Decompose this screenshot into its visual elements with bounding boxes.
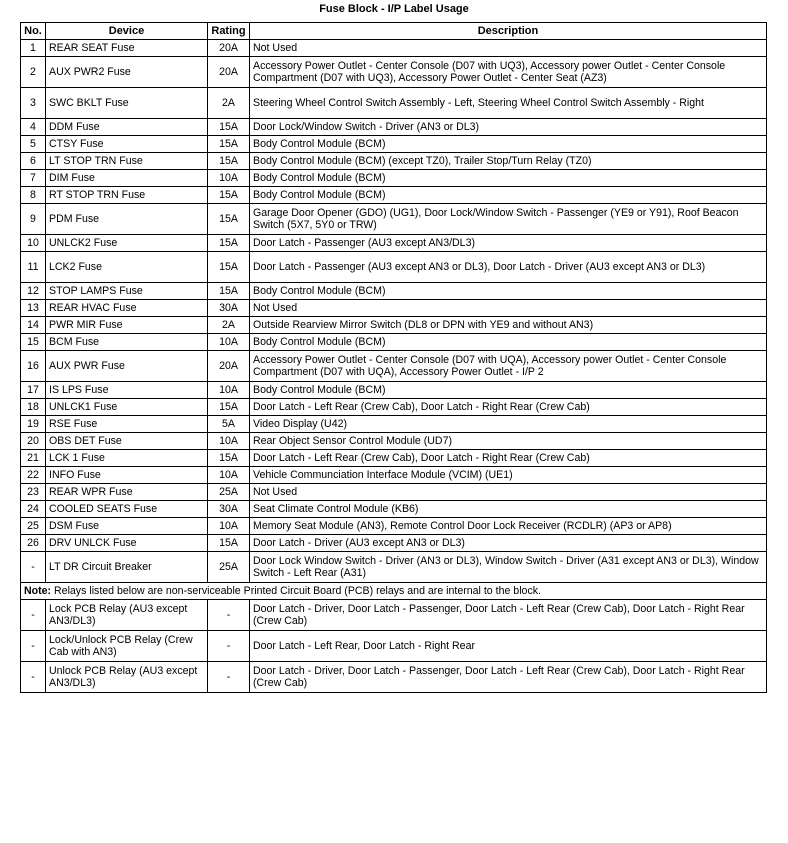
cell-no: 15 xyxy=(21,334,46,351)
cell-rating: 15A xyxy=(208,187,250,204)
cell-device: OBS DET Fuse xyxy=(46,433,208,450)
cell-description: Body Control Module (BCM) xyxy=(250,187,767,204)
table-row xyxy=(21,450,767,467)
relay-row xyxy=(21,631,767,662)
page-title: Fuse Block - I/P Label Usage xyxy=(319,3,469,15)
cell-rating: 10A xyxy=(208,334,250,351)
table-row xyxy=(21,187,767,204)
cell-description: Vehicle Communciation Interface Module (VCIM) (UE1) xyxy=(250,467,767,484)
cell-description: Accessory Power Outlet - Center Console (D07 with UQ3), Accessory power Outlet - Center Console Compartment (D07 with UQ3), Accessory Power Outlet - Center Seat (AZ3) xyxy=(250,57,767,88)
header-rating: Rating xyxy=(208,23,250,40)
cell-rating: 15A xyxy=(208,252,250,283)
table-row xyxy=(21,300,767,317)
cell-rating: 10A xyxy=(208,382,250,399)
cell-description: Body Control Module (BCM) xyxy=(250,136,767,153)
cell-rating: - xyxy=(208,600,250,631)
cell-description: Seat Climate Control Module (KB6) xyxy=(250,501,767,518)
cell-rating: 25A xyxy=(208,552,250,583)
cell-description: Not Used xyxy=(250,484,767,501)
table-row xyxy=(21,501,767,518)
cell-no: 26 xyxy=(21,535,46,552)
table-row xyxy=(21,433,767,450)
cell-description: Body Control Module (BCM) xyxy=(250,382,767,399)
table-row xyxy=(21,170,767,187)
cell-device: RSE Fuse xyxy=(46,416,208,433)
header-no: No. xyxy=(21,23,46,40)
cell-device: INFO Fuse xyxy=(46,467,208,484)
table-row xyxy=(21,204,767,235)
cell-no: 11 xyxy=(21,252,46,283)
cell-description: Body Control Module (BCM) (except TZ0), Trailer Stop/Turn Relay (TZ0) xyxy=(250,153,767,170)
cell-description: Not Used xyxy=(250,300,767,317)
cell-device: REAR HVAC Fuse xyxy=(46,300,208,317)
cell-rating: 15A xyxy=(208,119,250,136)
cell-device: PWR MIR Fuse xyxy=(46,317,208,334)
cell-description: Door Latch - Driver, Door Latch - Passenger, Door Latch - Left Rear (Crew Cab), Door Latch - Right Rear (Crew Cab) xyxy=(250,662,767,693)
cell-description: Rear Object Sensor Control Module (UD7) xyxy=(250,433,767,450)
cell-description: Memory Seat Module (AN3), Remote Control Door Lock Receiver (RCDLR) (AP3 or AP8) xyxy=(250,518,767,535)
cell-rating: 15A xyxy=(208,136,250,153)
cell-no: 4 xyxy=(21,119,46,136)
cell-rating: 10A xyxy=(208,518,250,535)
cell-rating: 25A xyxy=(208,484,250,501)
cell-rating: 2A xyxy=(208,317,250,334)
cell-no: 7 xyxy=(21,170,46,187)
table-row xyxy=(21,283,767,300)
cell-device: DRV UNLCK Fuse xyxy=(46,535,208,552)
cell-device: UNLCK1 Fuse xyxy=(46,399,208,416)
cell-rating: 15A xyxy=(208,450,250,467)
note-cell xyxy=(21,583,767,600)
cell-no: - xyxy=(21,631,46,662)
cell-device: REAR WPR Fuse xyxy=(46,484,208,501)
table-row xyxy=(21,334,767,351)
cell-device: SWC BKLT Fuse xyxy=(46,88,208,119)
cell-rating: 20A xyxy=(208,40,250,57)
cell-no: 5 xyxy=(21,136,46,153)
cell-no: 6 xyxy=(21,153,46,170)
cell-no: 18 xyxy=(21,399,46,416)
cell-no: 1 xyxy=(21,40,46,57)
cell-description: Outside Rearview Mirror Switch (DL8 or DPN with YE9 and without AN3) xyxy=(250,317,767,334)
cell-no: 22 xyxy=(21,467,46,484)
cell-device: AUX PWR Fuse xyxy=(46,351,208,382)
cell-rating: 15A xyxy=(208,535,250,552)
cell-device: LT DR Circuit Breaker xyxy=(46,552,208,583)
cell-device: AUX PWR2 Fuse xyxy=(46,57,208,88)
cell-rating: 15A xyxy=(208,204,250,235)
cell-no: 8 xyxy=(21,187,46,204)
table-row xyxy=(21,88,767,119)
cell-no: 24 xyxy=(21,501,46,518)
cell-rating: 20A xyxy=(208,351,250,382)
cell-no: 21 xyxy=(21,450,46,467)
cell-device: Unlock PCB Relay (AU3 except AN3/DL3) xyxy=(46,662,208,693)
cell-rating: 15A xyxy=(208,153,250,170)
cell-description: Door Latch - Passenger (AU3 except AN3 or DL3), Door Latch - Driver (AU3 except AN3 or DL3) xyxy=(250,252,767,283)
relay-row xyxy=(21,600,767,631)
cell-device: LCK2 Fuse xyxy=(46,252,208,283)
fuse-table xyxy=(20,22,767,693)
cell-description: Door Latch - Driver (AU3 except AN3 or DL3) xyxy=(250,535,767,552)
cell-description: Door Latch - Passenger (AU3 except AN3/DL3) xyxy=(250,235,767,252)
cell-no: 9 xyxy=(21,204,46,235)
cell-rating: 15A xyxy=(208,283,250,300)
cell-device: REAR SEAT Fuse xyxy=(46,40,208,57)
cell-no: 23 xyxy=(21,484,46,501)
cell-device: LT STOP TRN Fuse xyxy=(46,153,208,170)
relay-row xyxy=(21,662,767,693)
note-text: Relays listed below are non-serviceable Printed Circuit Board (PCB) relays and are internal to the block. xyxy=(51,585,541,597)
cell-rating: 15A xyxy=(208,399,250,416)
cell-no: 25 xyxy=(21,518,46,535)
table-row xyxy=(21,351,767,382)
header-device: Device xyxy=(46,23,208,40)
note-row xyxy=(21,583,767,600)
cell-rating: 30A xyxy=(208,300,250,317)
cell-no: 10 xyxy=(21,235,46,252)
table-row xyxy=(21,136,767,153)
cell-no: - xyxy=(21,662,46,693)
cell-no: 2 xyxy=(21,57,46,88)
table-row xyxy=(21,382,767,399)
table-row xyxy=(21,235,767,252)
cell-device: DDM Fuse xyxy=(46,119,208,136)
cell-device: Lock/Unlock PCB Relay (Crew Cab with AN3) xyxy=(46,631,208,662)
cell-description: Video Display (U42) xyxy=(250,416,767,433)
cell-device: UNLCK2 Fuse xyxy=(46,235,208,252)
cell-device: LCK 1 Fuse xyxy=(46,450,208,467)
cell-no: - xyxy=(21,552,46,583)
cell-description: Door Lock Window Switch - Driver (AN3 or DL3), Window Switch - Driver (A31 except AN3 or DL3), Window Switch - Left Rear (A31) xyxy=(250,552,767,583)
table-row xyxy=(21,399,767,416)
cell-description: Accessory Power Outlet - Center Console (D07 with UQA), Accessory power Outlet - Center Console Compartment (D07 with UQA), Accessory Power Outlet - I/P 2 xyxy=(250,351,767,382)
cell-device: BCM Fuse xyxy=(46,334,208,351)
cell-no: 13 xyxy=(21,300,46,317)
cell-no: 19 xyxy=(21,416,46,433)
cell-no: 20 xyxy=(21,433,46,450)
cell-device: IS LPS Fuse xyxy=(46,382,208,399)
table-row xyxy=(21,153,767,170)
cell-description: Steering Wheel Control Switch Assembly - Left, Steering Wheel Control Switch Assembly - Right xyxy=(250,88,767,119)
cell-device: CTSY Fuse xyxy=(46,136,208,153)
cell-rating: 2A xyxy=(208,88,250,119)
header-description: Description xyxy=(250,23,767,40)
cell-description: Not Used xyxy=(250,40,767,57)
cell-rating: 5A xyxy=(208,416,250,433)
table-row xyxy=(21,317,767,334)
cell-no: 16 xyxy=(21,351,46,382)
table-row xyxy=(21,252,767,283)
cell-device: DSM Fuse xyxy=(46,518,208,535)
cell-no: - xyxy=(21,600,46,631)
note-label: Note: xyxy=(24,585,52,597)
cell-device: PDM Fuse xyxy=(46,204,208,235)
cell-description: Door Latch - Left Rear (Crew Cab), Door Latch - Right Rear (Crew Cab) xyxy=(250,450,767,467)
cell-rating: 20A xyxy=(208,57,250,88)
table-row xyxy=(21,416,767,433)
table-row xyxy=(21,518,767,535)
table-row xyxy=(21,535,767,552)
cell-description: Body Control Module (BCM) xyxy=(250,283,767,300)
cell-device: DIM Fuse xyxy=(46,170,208,187)
cell-description: Body Control Module (BCM) xyxy=(250,334,767,351)
cell-rating: - xyxy=(208,662,250,693)
table-row xyxy=(21,119,767,136)
table-row xyxy=(21,467,767,484)
cell-no: 12 xyxy=(21,283,46,300)
table-row xyxy=(21,40,767,57)
cell-rating: - xyxy=(208,631,250,662)
cell-device: Lock PCB Relay (AU3 except AN3/DL3) xyxy=(46,600,208,631)
table-row xyxy=(21,552,767,583)
cell-description: Door Lock/Window Switch - Driver (AN3 or DL3) xyxy=(250,119,767,136)
cell-rating: 10A xyxy=(208,467,250,484)
cell-device: RT STOP TRN Fuse xyxy=(46,187,208,204)
cell-no: 17 xyxy=(21,382,46,399)
table-row xyxy=(21,484,767,501)
cell-rating: 15A xyxy=(208,235,250,252)
cell-description: Garage Door Opener (GDO) (UG1), Door Lock/Window Switch - Passenger (YE9 or Y91), Roof Beacon Switch (5X7, 5Y0 or TRW) xyxy=(250,204,767,235)
cell-rating: 10A xyxy=(208,170,250,187)
cell-device: STOP LAMPS Fuse xyxy=(46,283,208,300)
table-row xyxy=(21,57,767,88)
cell-description: Door Latch - Left Rear (Crew Cab), Door Latch - Right Rear (Crew Cab) xyxy=(250,399,767,416)
cell-no: 3 xyxy=(21,88,46,119)
cell-device: COOLED SEATS Fuse xyxy=(46,501,208,518)
cell-rating: 30A xyxy=(208,501,250,518)
cell-no: 14 xyxy=(21,317,46,334)
cell-rating: 10A xyxy=(208,433,250,450)
cell-description: Body Control Module (BCM) xyxy=(250,170,767,187)
cell-description: Door Latch - Driver, Door Latch - Passenger, Door Latch - Left Rear (Crew Cab), Door Latch - Right Rear (Crew Cab) xyxy=(250,600,767,631)
header-row xyxy=(21,23,767,40)
cell-description: Door Latch - Left Rear, Door Latch - Right Rear xyxy=(250,631,767,662)
